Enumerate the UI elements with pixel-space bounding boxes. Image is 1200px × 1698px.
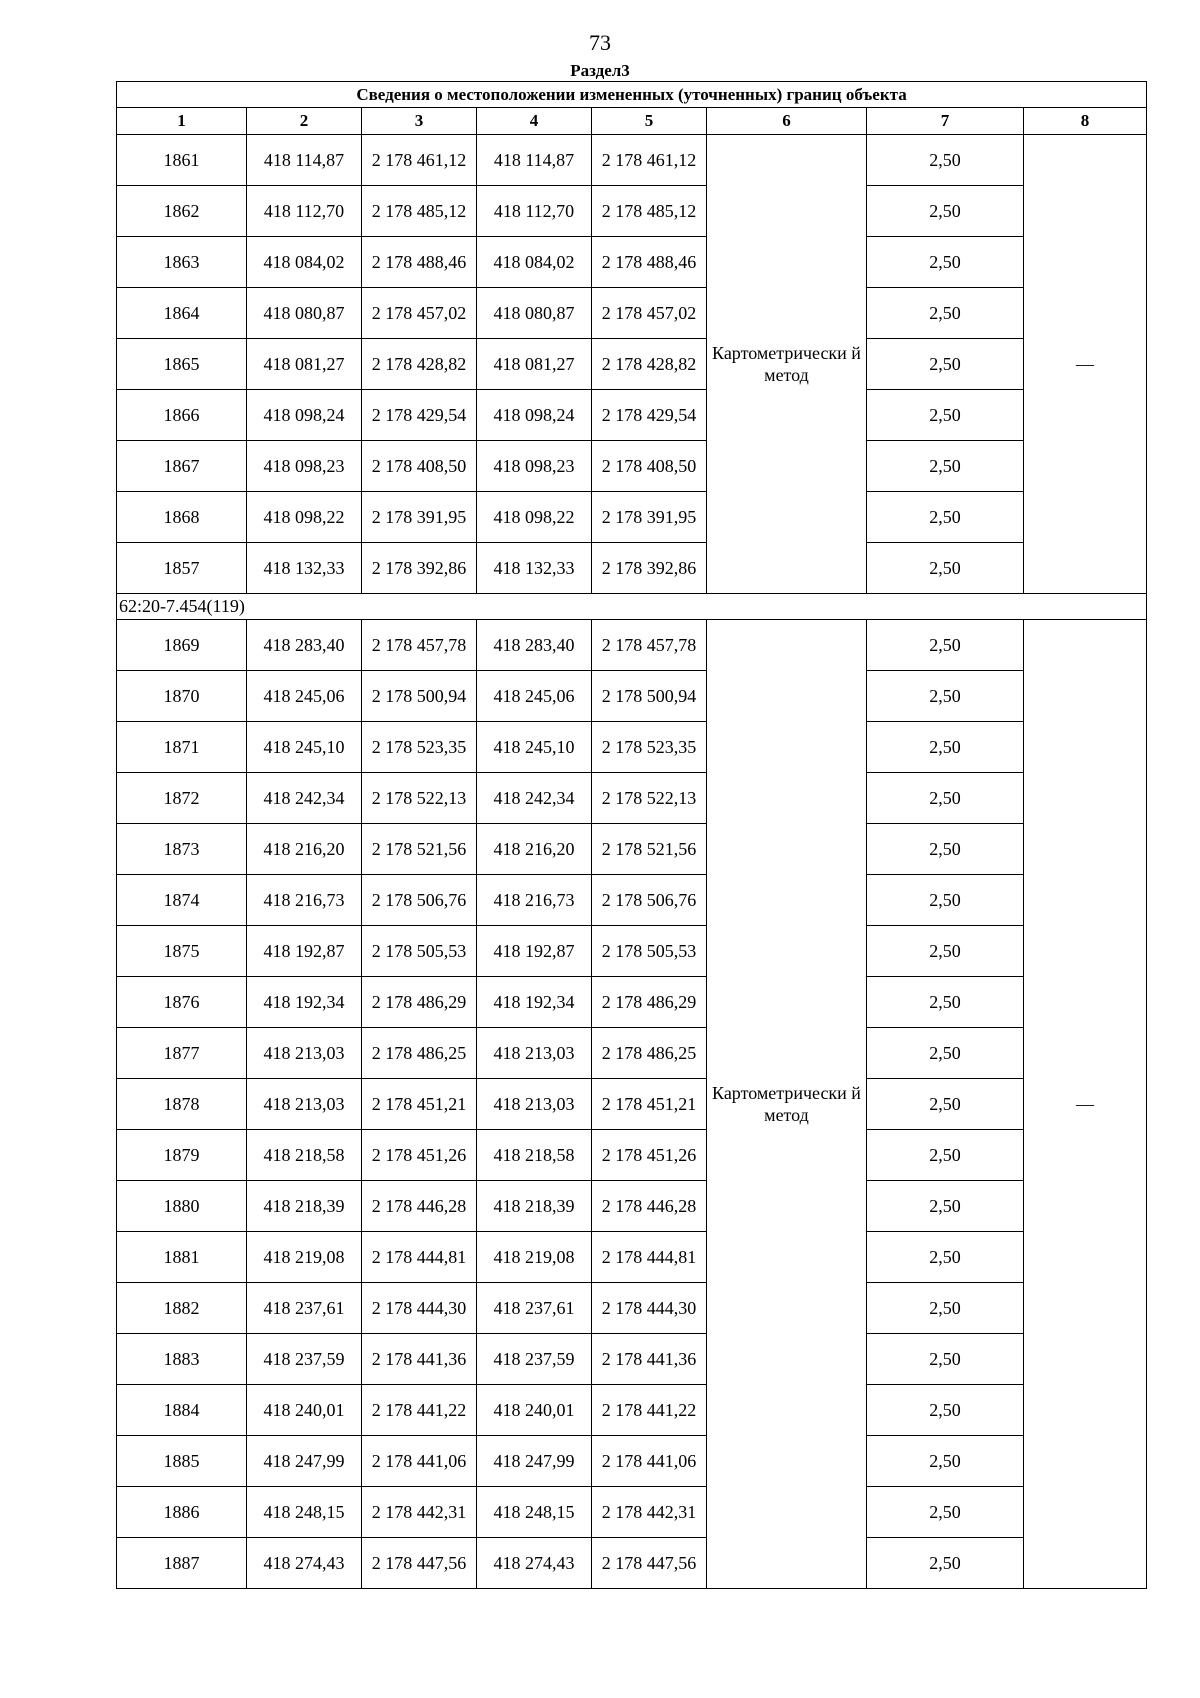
section-title: Раздел3 bbox=[570, 61, 630, 80]
y-new: 2 178 444,81 bbox=[592, 1232, 707, 1283]
x-existing: 418 213,03 bbox=[247, 1028, 362, 1079]
y-existing: 2 178 444,81 bbox=[362, 1232, 477, 1283]
x-existing: 418 245,06 bbox=[247, 671, 362, 722]
column-number-row bbox=[117, 108, 1147, 135]
point-number: 1857 bbox=[117, 543, 247, 594]
accuracy-value: 2,50 bbox=[867, 1487, 1024, 1538]
table-row bbox=[117, 1232, 1147, 1283]
y-existing: 2 178 488,46 bbox=[362, 237, 477, 288]
y-new: 2 178 486,29 bbox=[592, 977, 707, 1028]
accuracy-value: 2,50 bbox=[867, 977, 1024, 1028]
y-existing: 2 178 505,53 bbox=[362, 926, 477, 977]
table-row bbox=[117, 492, 1147, 543]
point-number: 1885 bbox=[117, 1436, 247, 1487]
column-number: 2 bbox=[247, 108, 362, 135]
y-existing: 2 178 429,54 bbox=[362, 390, 477, 441]
y-new: 2 178 500,94 bbox=[592, 671, 707, 722]
x-existing: 418 192,87 bbox=[247, 926, 362, 977]
table-row bbox=[117, 1028, 1147, 1079]
point-number: 1873 bbox=[117, 824, 247, 875]
y-existing: 2 178 486,25 bbox=[362, 1028, 477, 1079]
y-new: 2 178 429,54 bbox=[592, 390, 707, 441]
point-number: 1882 bbox=[117, 1283, 247, 1334]
x-new: 418 237,59 bbox=[477, 1334, 592, 1385]
column-number: 4 bbox=[477, 108, 592, 135]
accuracy-value: 2,50 bbox=[867, 773, 1024, 824]
x-new: 418 213,03 bbox=[477, 1028, 592, 1079]
x-existing: 418 237,61 bbox=[247, 1283, 362, 1334]
x-existing: 418 213,03 bbox=[247, 1079, 362, 1130]
point-number: 1884 bbox=[117, 1385, 247, 1436]
x-existing: 418 283,40 bbox=[247, 620, 362, 671]
y-new: 2 178 522,13 bbox=[592, 773, 707, 824]
y-existing: 2 178 441,36 bbox=[362, 1334, 477, 1385]
x-new: 418 247,99 bbox=[477, 1436, 592, 1487]
y-existing: 2 178 522,13 bbox=[362, 773, 477, 824]
x-new: 418 213,03 bbox=[477, 1079, 592, 1130]
table-row bbox=[117, 1130, 1147, 1181]
y-new: 2 178 428,82 bbox=[592, 339, 707, 390]
y-existing: 2 178 461,12 bbox=[362, 135, 477, 186]
x-existing: 418 081,27 bbox=[247, 339, 362, 390]
point-number: 1874 bbox=[117, 875, 247, 926]
y-new: 2 178 391,95 bbox=[592, 492, 707, 543]
accuracy-value: 2,50 bbox=[867, 441, 1024, 492]
accuracy-value: 2,50 bbox=[867, 492, 1024, 543]
accuracy-value: 2,50 bbox=[867, 1538, 1024, 1589]
table-row bbox=[117, 1436, 1147, 1487]
column-number: 7 bbox=[867, 108, 1024, 135]
y-existing: 2 178 446,28 bbox=[362, 1181, 477, 1232]
accuracy-value: 2,50 bbox=[867, 671, 1024, 722]
y-new: 2 178 442,31 bbox=[592, 1487, 707, 1538]
x-existing: 418 247,99 bbox=[247, 1436, 362, 1487]
y-existing: 2 178 447,56 bbox=[362, 1538, 477, 1589]
point-number: 1878 bbox=[117, 1079, 247, 1130]
accuracy-value: 2,50 bbox=[867, 288, 1024, 339]
x-new: 418 216,20 bbox=[477, 824, 592, 875]
y-new: 2 178 441,36 bbox=[592, 1334, 707, 1385]
y-new: 2 178 488,46 bbox=[592, 237, 707, 288]
group-label: 62:20-7.454(119) bbox=[117, 594, 1147, 620]
y-existing: 2 178 485,12 bbox=[362, 186, 477, 237]
y-existing: 2 178 521,56 bbox=[362, 824, 477, 875]
table-row bbox=[117, 773, 1147, 824]
x-new: 418 132,33 bbox=[477, 543, 592, 594]
table-row bbox=[117, 1283, 1147, 1334]
y-existing: 2 178 442,31 bbox=[362, 1487, 477, 1538]
x-existing: 418 098,23 bbox=[247, 441, 362, 492]
y-existing: 2 178 441,06 bbox=[362, 1436, 477, 1487]
x-existing: 418 248,15 bbox=[247, 1487, 362, 1538]
accuracy-value: 2,50 bbox=[867, 339, 1024, 390]
point-number: 1870 bbox=[117, 671, 247, 722]
accuracy-value: 2,50 bbox=[867, 722, 1024, 773]
accuracy-value: 2,50 bbox=[867, 1232, 1024, 1283]
point-number: 1865 bbox=[117, 339, 247, 390]
table-row bbox=[117, 1385, 1147, 1436]
x-existing: 418 098,24 bbox=[247, 390, 362, 441]
accuracy-value: 2,50 bbox=[867, 237, 1024, 288]
method-cell: Картометрически й метод bbox=[707, 135, 867, 594]
y-new: 2 178 523,35 bbox=[592, 722, 707, 773]
y-new: 2 178 441,22 bbox=[592, 1385, 707, 1436]
table-row bbox=[117, 237, 1147, 288]
x-new: 418 240,01 bbox=[477, 1385, 592, 1436]
y-existing: 2 178 506,76 bbox=[362, 875, 477, 926]
table-row bbox=[117, 543, 1147, 594]
x-existing: 418 218,39 bbox=[247, 1181, 362, 1232]
x-new: 418 237,61 bbox=[477, 1283, 592, 1334]
table-row bbox=[117, 671, 1147, 722]
x-existing: 418 084,02 bbox=[247, 237, 362, 288]
y-existing: 2 178 457,02 bbox=[362, 288, 477, 339]
x-new: 418 218,58 bbox=[477, 1130, 592, 1181]
y-existing: 2 178 457,78 bbox=[362, 620, 477, 671]
accuracy-value: 2,50 bbox=[867, 1181, 1024, 1232]
x-new: 418 283,40 bbox=[477, 620, 592, 671]
y-new: 2 178 446,28 bbox=[592, 1181, 707, 1232]
x-existing: 418 218,58 bbox=[247, 1130, 362, 1181]
y-existing: 2 178 391,95 bbox=[362, 492, 477, 543]
table-row bbox=[117, 926, 1147, 977]
x-new: 418 114,87 bbox=[477, 135, 592, 186]
table-caption-row bbox=[117, 82, 1147, 108]
x-new: 418 098,23 bbox=[477, 441, 592, 492]
x-new: 418 248,15 bbox=[477, 1487, 592, 1538]
accuracy-value: 2,50 bbox=[867, 390, 1024, 441]
y-existing: 2 178 444,30 bbox=[362, 1283, 477, 1334]
point-number: 1863 bbox=[117, 237, 247, 288]
x-new: 418 192,87 bbox=[477, 926, 592, 977]
point-number: 1867 bbox=[117, 441, 247, 492]
x-new: 418 216,73 bbox=[477, 875, 592, 926]
point-number: 1877 bbox=[117, 1028, 247, 1079]
table-row bbox=[117, 1334, 1147, 1385]
accuracy-value: 2,50 bbox=[867, 620, 1024, 671]
point-number: 1862 bbox=[117, 186, 247, 237]
y-existing: 2 178 451,21 bbox=[362, 1079, 477, 1130]
table-row bbox=[117, 441, 1147, 492]
table-row bbox=[117, 722, 1147, 773]
group-label-row bbox=[117, 594, 1147, 620]
point-number: 1880 bbox=[117, 1181, 247, 1232]
point-number: 1861 bbox=[117, 135, 247, 186]
y-new: 2 178 505,53 bbox=[592, 926, 707, 977]
table-caption: Сведения о местоположении измененных (уточненных) границ объекта bbox=[117, 82, 1147, 108]
y-existing: 2 178 451,26 bbox=[362, 1130, 477, 1181]
accuracy-value: 2,50 bbox=[867, 135, 1024, 186]
point-number: 1875 bbox=[117, 926, 247, 977]
point-number: 1879 bbox=[117, 1130, 247, 1181]
x-new: 418 084,02 bbox=[477, 237, 592, 288]
y-new: 2 178 441,06 bbox=[592, 1436, 707, 1487]
point-number: 1869 bbox=[117, 620, 247, 671]
y-new: 2 178 485,12 bbox=[592, 186, 707, 237]
table-row bbox=[117, 390, 1147, 441]
x-existing: 418 132,33 bbox=[247, 543, 362, 594]
column-number: 6 bbox=[707, 108, 867, 135]
x-new: 418 219,08 bbox=[477, 1232, 592, 1283]
x-existing: 418 080,87 bbox=[247, 288, 362, 339]
y-new: 2 178 457,78 bbox=[592, 620, 707, 671]
point-number: 1872 bbox=[117, 773, 247, 824]
point-number: 1887 bbox=[117, 1538, 247, 1589]
accuracy-value: 2,50 bbox=[867, 1079, 1024, 1130]
note-cell: — bbox=[1024, 135, 1147, 594]
accuracy-value: 2,50 bbox=[867, 543, 1024, 594]
point-number: 1881 bbox=[117, 1232, 247, 1283]
accuracy-value: 2,50 bbox=[867, 186, 1024, 237]
x-new: 418 112,70 bbox=[477, 186, 592, 237]
y-existing: 2 178 428,82 bbox=[362, 339, 477, 390]
y-new: 2 178 461,12 bbox=[592, 135, 707, 186]
point-number: 1876 bbox=[117, 977, 247, 1028]
x-existing: 418 112,70 bbox=[247, 186, 362, 237]
table-body bbox=[117, 135, 1147, 1589]
y-existing: 2 178 392,86 bbox=[362, 543, 477, 594]
accuracy-value: 2,50 bbox=[867, 926, 1024, 977]
page-number: 73 bbox=[589, 30, 611, 55]
column-number: 3 bbox=[362, 108, 477, 135]
y-new: 2 178 451,21 bbox=[592, 1079, 707, 1130]
y-existing: 2 178 408,50 bbox=[362, 441, 477, 492]
x-new: 418 192,34 bbox=[477, 977, 592, 1028]
x-new: 418 080,87 bbox=[477, 288, 592, 339]
y-existing: 2 178 523,35 bbox=[362, 722, 477, 773]
table-row bbox=[117, 1538, 1147, 1589]
table-row bbox=[117, 339, 1147, 390]
x-existing: 418 219,08 bbox=[247, 1232, 362, 1283]
x-existing: 418 098,22 bbox=[247, 492, 362, 543]
accuracy-value: 2,50 bbox=[867, 1283, 1024, 1334]
accuracy-value: 2,50 bbox=[867, 875, 1024, 926]
y-new: 2 178 451,26 bbox=[592, 1130, 707, 1181]
x-existing: 418 240,01 bbox=[247, 1385, 362, 1436]
x-new: 418 218,39 bbox=[477, 1181, 592, 1232]
x-existing: 418 245,10 bbox=[247, 722, 362, 773]
point-number: 1866 bbox=[117, 390, 247, 441]
x-new: 418 098,24 bbox=[477, 390, 592, 441]
point-number: 1871 bbox=[117, 722, 247, 773]
table-row bbox=[117, 1181, 1147, 1232]
x-existing: 418 274,43 bbox=[247, 1538, 362, 1589]
table-row bbox=[117, 620, 1147, 671]
y-new: 2 178 408,50 bbox=[592, 441, 707, 492]
point-number: 1883 bbox=[117, 1334, 247, 1385]
point-number: 1868 bbox=[117, 492, 247, 543]
y-existing: 2 178 500,94 bbox=[362, 671, 477, 722]
accuracy-value: 2,50 bbox=[867, 1385, 1024, 1436]
x-existing: 418 216,73 bbox=[247, 875, 362, 926]
table-row bbox=[117, 875, 1147, 926]
table-row bbox=[117, 977, 1147, 1028]
y-new: 2 178 392,86 bbox=[592, 543, 707, 594]
column-number: 5 bbox=[592, 108, 707, 135]
table-row bbox=[117, 1487, 1147, 1538]
y-existing: 2 178 441,22 bbox=[362, 1385, 477, 1436]
y-new: 2 178 447,56 bbox=[592, 1538, 707, 1589]
point-number: 1864 bbox=[117, 288, 247, 339]
table-row bbox=[117, 824, 1147, 875]
x-new: 418 245,06 bbox=[477, 671, 592, 722]
boundary-coordinates-table bbox=[116, 81, 1147, 1589]
x-existing: 418 192,34 bbox=[247, 977, 362, 1028]
table-row bbox=[117, 1079, 1147, 1130]
x-existing: 418 242,34 bbox=[247, 773, 362, 824]
y-new: 2 178 457,02 bbox=[592, 288, 707, 339]
y-new: 2 178 486,25 bbox=[592, 1028, 707, 1079]
table-row bbox=[117, 135, 1147, 186]
accuracy-value: 2,50 bbox=[867, 1028, 1024, 1079]
x-new: 418 274,43 bbox=[477, 1538, 592, 1589]
y-new: 2 178 444,30 bbox=[592, 1283, 707, 1334]
x-existing: 418 237,59 bbox=[247, 1334, 362, 1385]
x-existing: 418 216,20 bbox=[247, 824, 362, 875]
x-new: 418 098,22 bbox=[477, 492, 592, 543]
column-number: 1 bbox=[117, 108, 247, 135]
point-number: 1886 bbox=[117, 1487, 247, 1538]
accuracy-value: 2,50 bbox=[867, 1130, 1024, 1181]
method-cell: Картометрически й метод bbox=[707, 620, 867, 1589]
note-cell: — bbox=[1024, 620, 1147, 1589]
x-new: 418 245,10 bbox=[477, 722, 592, 773]
table-row bbox=[117, 288, 1147, 339]
accuracy-value: 2,50 bbox=[867, 1436, 1024, 1487]
y-new: 2 178 506,76 bbox=[592, 875, 707, 926]
column-number: 8 bbox=[1024, 108, 1147, 135]
x-existing: 418 114,87 bbox=[247, 135, 362, 186]
y-new: 2 178 521,56 bbox=[592, 824, 707, 875]
x-new: 418 081,27 bbox=[477, 339, 592, 390]
y-existing: 2 178 486,29 bbox=[362, 977, 477, 1028]
table-row bbox=[117, 186, 1147, 237]
x-new: 418 242,34 bbox=[477, 773, 592, 824]
accuracy-value: 2,50 bbox=[867, 1334, 1024, 1385]
accuracy-value: 2,50 bbox=[867, 824, 1024, 875]
